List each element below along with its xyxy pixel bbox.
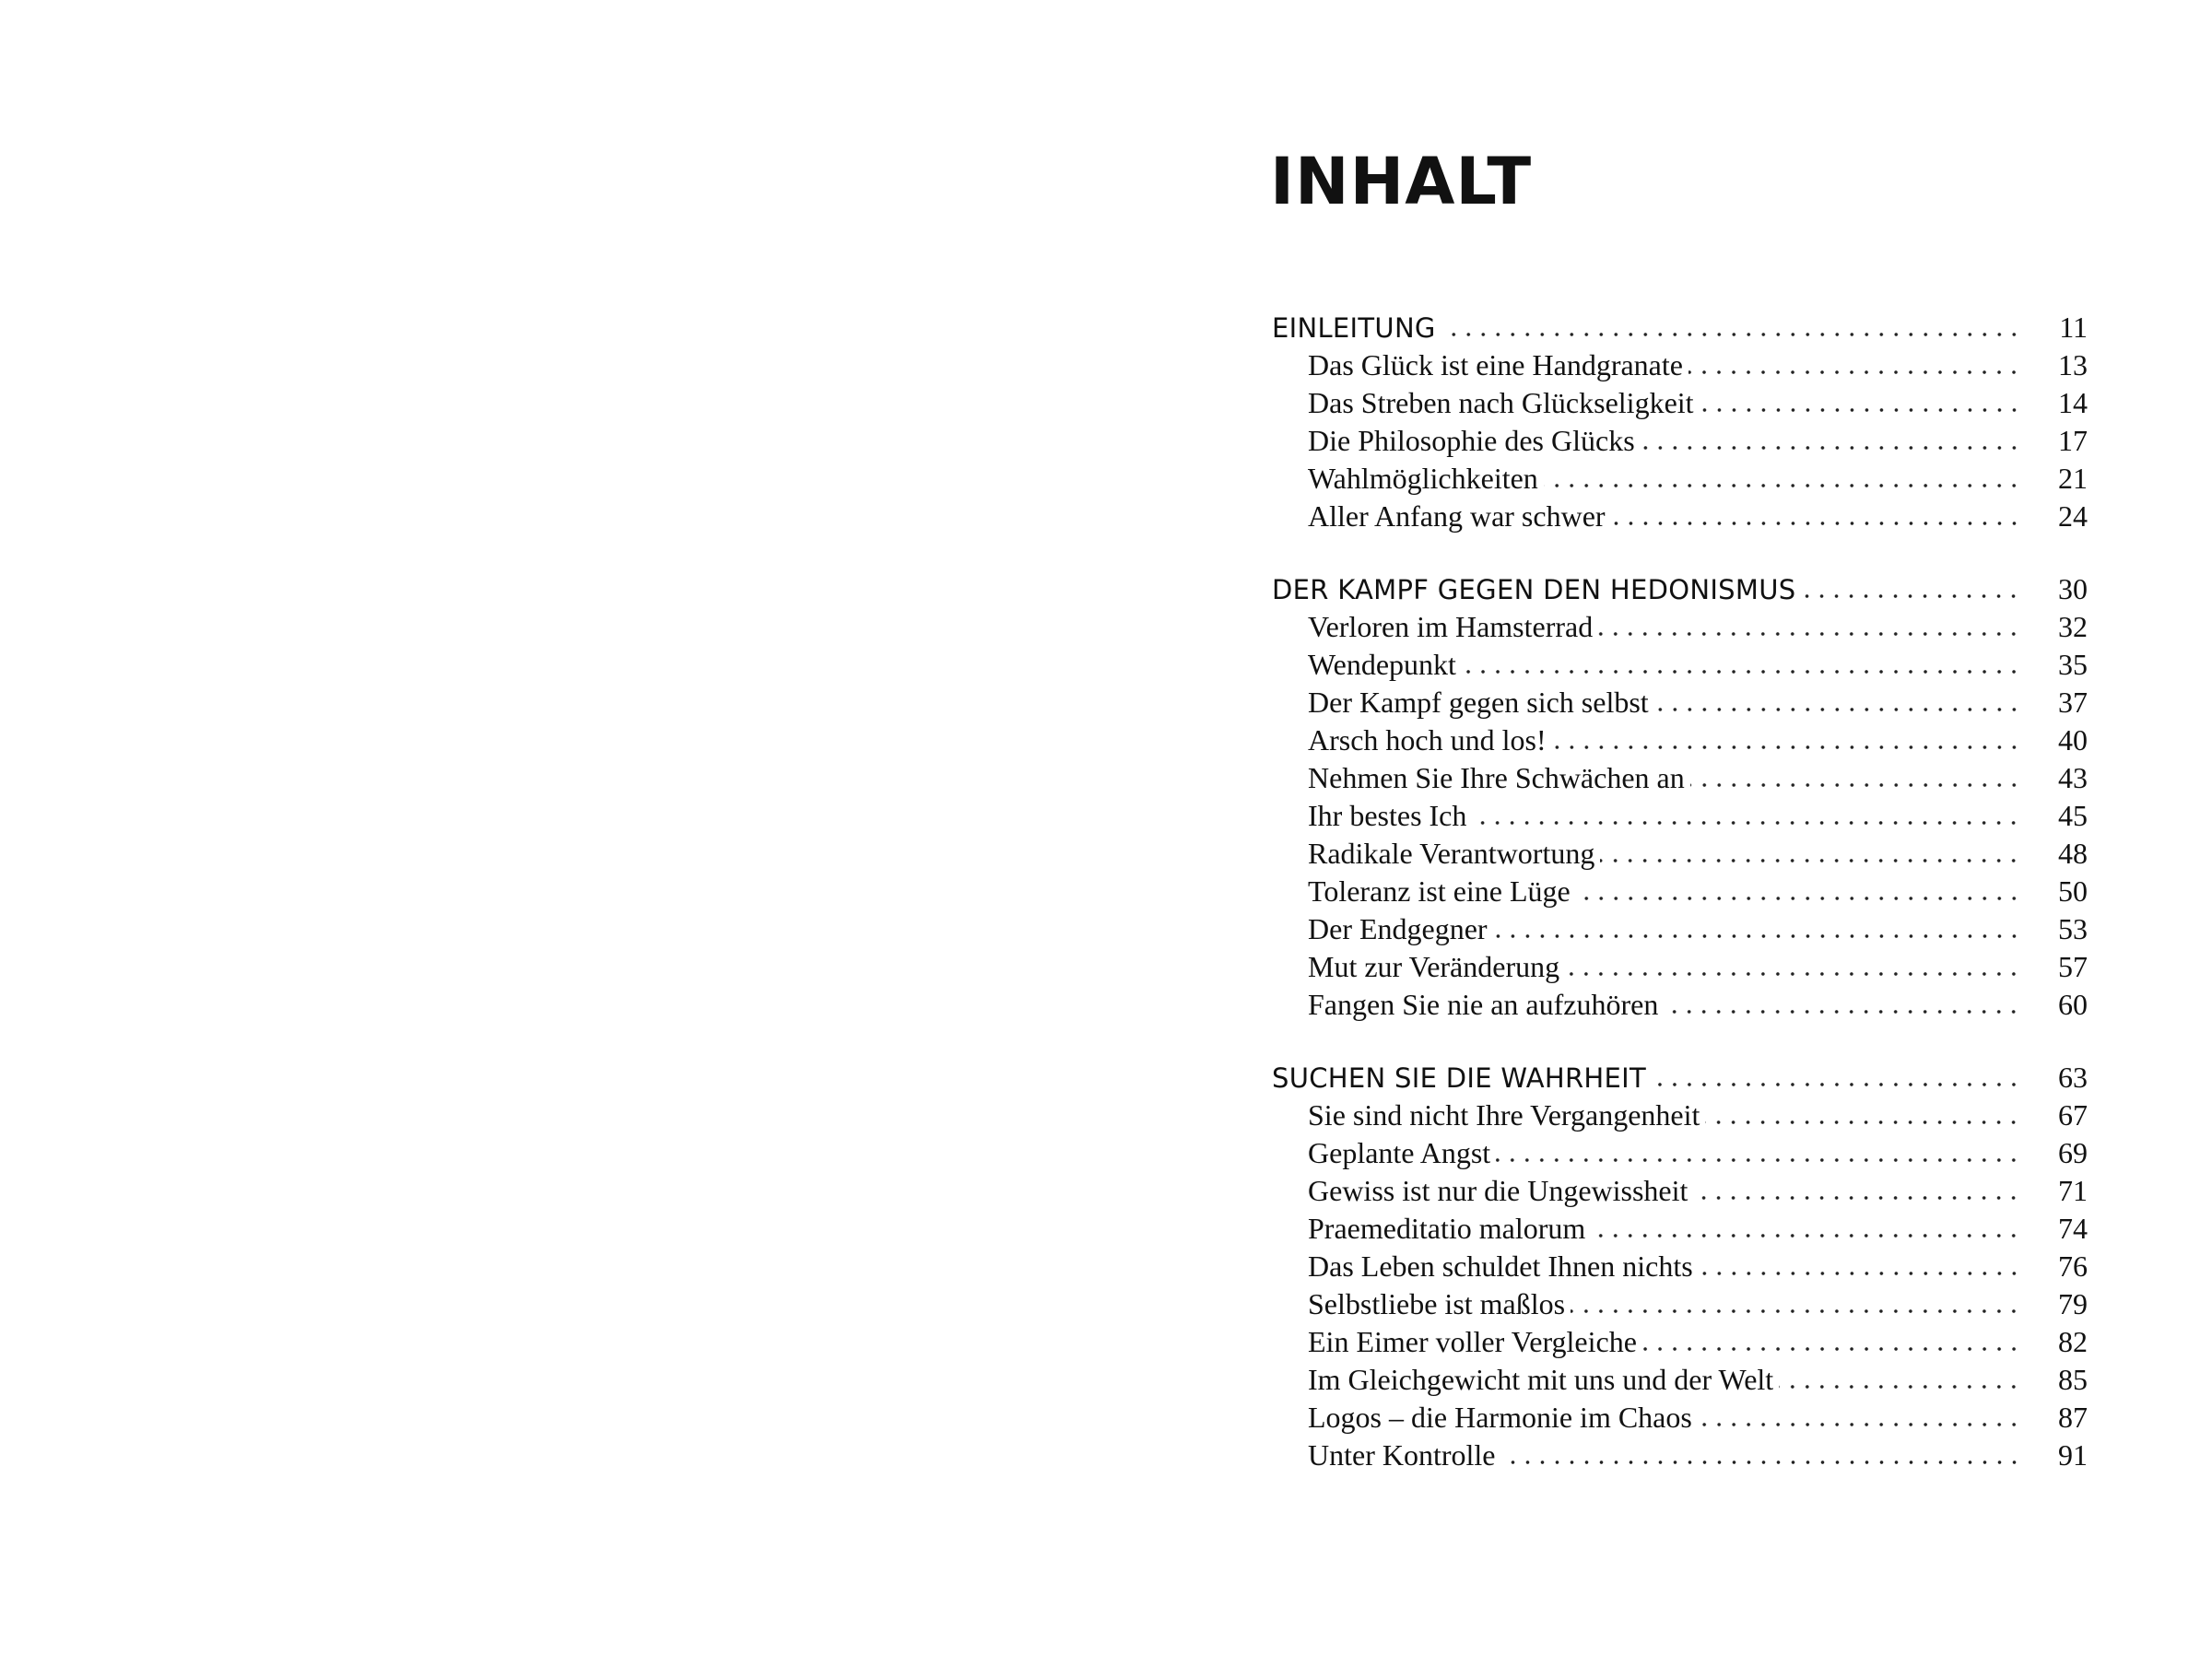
- entry-title: Arsch hoch und los!: [1308, 723, 1547, 757]
- entry-title: Nehmen Sie Ihre Schwächen an: [1308, 761, 1685, 794]
- page-number: 76: [2058, 1249, 2088, 1283]
- page-number: 53: [2058, 912, 2088, 945]
- toc-section-heading: [1272, 570, 2088, 608]
- leader-dots: [1664, 1009, 2021, 1015]
- page-number: 45: [2058, 799, 2088, 832]
- leader-dots: [1654, 707, 2021, 712]
- page-number: 74: [2058, 1212, 2088, 1245]
- leader-dots: [1598, 631, 2021, 637]
- toc-entry: [1272, 873, 2088, 910]
- leader-dots: [1641, 445, 2021, 451]
- leader-dots: [1801, 593, 2021, 599]
- entry-title: DER KAMPF GEGEN DEN HEDONISMUS: [1272, 574, 1796, 605]
- toc-section: [1272, 570, 2088, 1024]
- page-number: 85: [2058, 1363, 2088, 1396]
- leader-dots: [1699, 1271, 2021, 1276]
- toc-entry: [1272, 498, 2088, 535]
- entry-title: Unter Kontrolle: [1308, 1438, 1496, 1472]
- page-number: 37: [2058, 686, 2088, 719]
- entry-title: Im Gleichgewicht mit uns und der Welt: [1308, 1363, 1774, 1396]
- toc-entry: [1272, 1323, 2088, 1361]
- entry-title: Wendepunkt: [1308, 648, 1456, 681]
- leader-dots: [1493, 933, 2021, 939]
- page-number: 14: [2058, 386, 2088, 419]
- toc-entry: [1272, 721, 2088, 759]
- leader-dots: [1571, 1308, 2021, 1314]
- toc-section: [1272, 309, 2088, 535]
- leader-dots: [1552, 745, 2021, 750]
- page-number: 82: [2058, 1325, 2088, 1358]
- page-number: 48: [2058, 837, 2088, 870]
- page-number: 24: [2058, 499, 2088, 533]
- entry-title: Die Philosophie des Glücks: [1308, 424, 1635, 457]
- leader-dots: [1565, 971, 2021, 977]
- entry-title: Mut zur Veränderung: [1308, 950, 1560, 983]
- entry-title: Ein Eimer voller Vergleiche: [1308, 1325, 1637, 1358]
- page-number: 60: [2058, 988, 2088, 1021]
- toc-entry: [1272, 948, 2088, 986]
- page-number: 43: [2058, 761, 2088, 794]
- leader-dots: [1591, 1233, 2021, 1238]
- page-number: 79: [2058, 1287, 2088, 1320]
- leader-dots: [1496, 1157, 2021, 1163]
- entry-title: Verloren im Hamsterrad: [1308, 610, 1594, 643]
- leader-dots: [1693, 1195, 2021, 1201]
- page-number: 50: [2058, 874, 2088, 908]
- entry-title: SUCHEN SIE DIE WAHRHEIT: [1272, 1062, 1647, 1094]
- toc-section-heading: [1272, 1059, 2088, 1097]
- toc-entry: [1272, 1210, 2088, 1248]
- toc-entry: [1272, 835, 2088, 873]
- toc-entry: [1272, 1361, 2088, 1399]
- leader-dots: [1576, 896, 2021, 901]
- entry-title: Selbstliebe ist maßlos: [1308, 1287, 1566, 1320]
- entry-title: Logos – die Harmonie im Chaos: [1308, 1401, 1692, 1434]
- page-number: 11: [2059, 311, 2088, 344]
- leader-dots: [1700, 407, 2021, 413]
- leader-dots: [1688, 370, 2021, 375]
- page-number: 17: [2058, 424, 2088, 457]
- leader-dots: [1690, 782, 2021, 788]
- leader-dots: [1472, 820, 2021, 826]
- toc-entry: [1272, 684, 2088, 721]
- toc-entry: [1272, 1437, 2088, 1474]
- table-of-contents: [1272, 309, 2088, 1509]
- leader-dots: [1642, 1346, 2021, 1352]
- page-number: 71: [2058, 1174, 2088, 1207]
- entry-title: Praemeditatio malorum: [1308, 1212, 1586, 1245]
- page-number: 30: [2058, 572, 2088, 605]
- entry-title: Wahlmöglichkeiten: [1308, 462, 1538, 495]
- toc-entry: [1272, 346, 2088, 384]
- page-number: 32: [2058, 610, 2088, 643]
- toc-entry: [1272, 797, 2088, 835]
- toc-section: [1272, 1059, 2088, 1474]
- entry-title: Fangen Sie nie an aufzuhören: [1308, 988, 1659, 1021]
- entry-title: Geplante Angst: [1308, 1136, 1491, 1169]
- page-number: 91: [2058, 1438, 2088, 1472]
- page-number: 35: [2058, 648, 2088, 681]
- leader-dots: [1501, 1460, 2022, 1465]
- toc-entry: [1272, 759, 2088, 797]
- entry-title: Das Streben nach Glückseligkeit: [1308, 386, 1694, 419]
- toc-entry: [1272, 1248, 2088, 1285]
- toc-entry: [1272, 422, 2088, 460]
- leader-dots: [1652, 1082, 2021, 1087]
- toc-entry: [1272, 910, 2088, 948]
- leader-dots: [1544, 483, 2021, 488]
- leader-dots: [1462, 669, 2021, 675]
- toc-entry: [1272, 460, 2088, 498]
- entry-title: Toleranz ist eine Lüge: [1308, 874, 1571, 908]
- toc-entry: [1272, 1285, 2088, 1323]
- entry-title: Ihr bestes Ich: [1308, 799, 1467, 832]
- toc-entry: [1272, 986, 2088, 1024]
- entry-title: Radikale Verantwortung: [1308, 837, 1595, 870]
- toc-entry: [1272, 1134, 2088, 1172]
- page-number: 57: [2058, 950, 2088, 983]
- toc-entry: [1272, 1172, 2088, 1210]
- entry-title: Der Endgegner: [1308, 912, 1488, 945]
- entry-title: Das Glück ist eine Handgranate: [1308, 348, 1683, 381]
- page-number: 87: [2058, 1401, 2088, 1434]
- leader-dots: [1698, 1422, 2021, 1427]
- leader-dots: [1611, 521, 2021, 526]
- entry-title: EINLEITUNG: [1272, 312, 1436, 344]
- leader-dots: [1600, 858, 2021, 863]
- page-number: 63: [2058, 1061, 2088, 1094]
- toc-entry: [1272, 1399, 2088, 1437]
- toc-entry: [1272, 608, 2088, 646]
- page-number: 13: [2058, 348, 2088, 381]
- entry-title: Das Leben schuldet Ihnen nichts: [1308, 1249, 1693, 1283]
- toc-entry: [1272, 1097, 2088, 1134]
- page-number: 21: [2058, 462, 2088, 495]
- page-number: 67: [2058, 1098, 2088, 1132]
- entry-title: Sie sind nicht Ihre Vergangenheit: [1308, 1098, 1700, 1132]
- entry-title: Aller Anfang war schwer: [1308, 499, 1606, 533]
- toc-entry: [1272, 384, 2088, 422]
- page-number: 69: [2058, 1136, 2088, 1169]
- toc-entry: [1272, 646, 2088, 684]
- toc-section-heading: [1272, 309, 2088, 346]
- page-title: INHALT: [1270, 144, 1533, 219]
- leader-dots: [1705, 1120, 2021, 1125]
- entry-title: Gewiss ist nur die Ungewissheit: [1308, 1174, 1688, 1207]
- entry-title: Der Kampf gegen sich selbst: [1308, 686, 1649, 719]
- leader-dots: [1779, 1384, 2021, 1390]
- page-number: 40: [2058, 723, 2088, 757]
- leader-dots: [1441, 332, 2021, 337]
